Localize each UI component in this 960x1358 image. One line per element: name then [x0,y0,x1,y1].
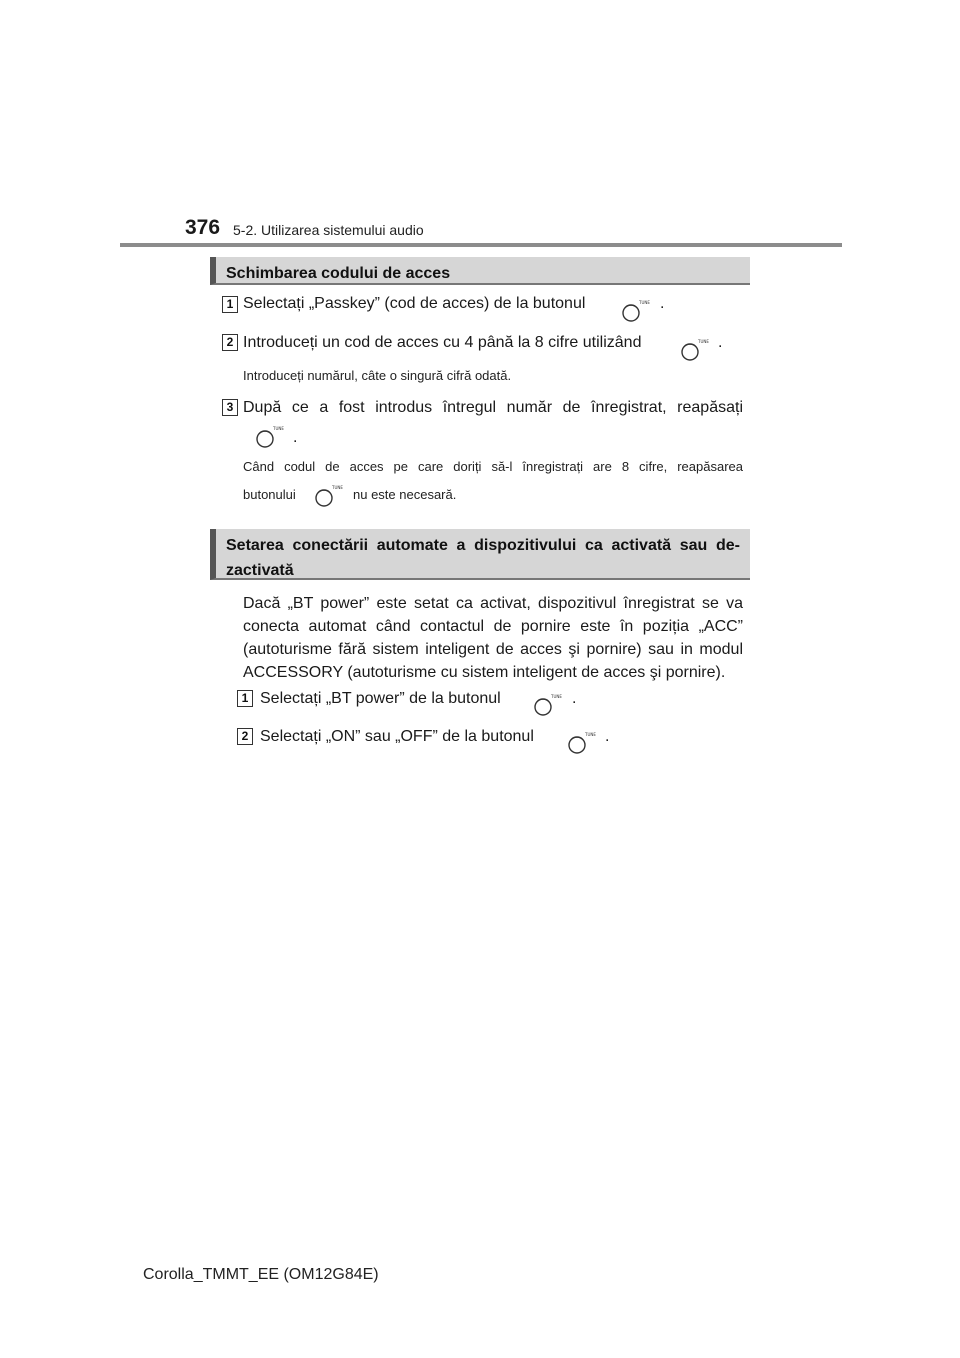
paragraph-line: conecta automat când contactul de pornire este în poziția „ACC” [243,618,743,635]
tune-select-knob-icon [620,299,650,323]
step-note: nu este necesară. [353,487,457,502]
paragraph-line: (autoturisme fără sistem inteligent de acces şi pornire) sau in modul [243,641,743,658]
step-badge: 3 [222,399,238,416]
step-text-end: . [718,334,723,351]
section-title-text: Setarea conectării automate a dispozitivului ca activată sau de- [226,537,740,554]
step-note: Introduceți numărul, câte o singură cifră odată. [243,368,512,383]
footer-model-code: Corolla_TMMT_EE (OM12G84E) [143,1266,379,1283]
step-text: Introduceți un cod de acces cu 4 până la 8 cifre utilizând [243,334,642,351]
section-title-auto-connect [210,529,750,580]
step-badge: 1 [222,296,238,313]
svg-text:TUNE: TUNE [585,732,596,737]
step-text: După ce a fost introdus întregul număr de înregistrat, reapăsați [243,399,743,416]
tune-select-knob-icon [532,693,562,717]
step-badge: 2 [237,728,253,745]
paragraph-line: Dacă „BT power” este setat ca activat, dispozitivul înregistrat se va [243,595,743,612]
page-number: 376 [185,216,221,239]
step-text-end: . [293,429,298,446]
step-note: butonului [243,487,296,502]
description-paragraph [243,592,743,684]
step-text: Selectați „BT power” de la butonul [260,690,501,707]
step-text: Selectați „ON” sau „OFF” de la butonul [260,728,534,745]
svg-text:TUNE: TUNE [551,694,562,699]
svg-text:TUNE: TUNE [698,339,709,344]
svg-text:TUNE: TUNE [332,485,343,490]
svg-text:TUNE: TUNE [639,300,650,305]
step-text-end: . [660,295,665,312]
step-badge: 1 [237,690,253,707]
tune-select-knob-icon [566,731,596,755]
step-text-end: . [605,728,610,745]
tune-select-knob-icon [313,484,343,508]
step-badge: 2 [222,334,238,351]
header-divider [120,243,842,247]
section-title-change-passkey [210,257,750,285]
section-title-text: Schimbarea codului de acces [226,265,451,282]
tune-select-knob-icon [679,338,709,362]
svg-text:TUNE: TUNE [273,426,284,431]
step-text: Selectați „Passkey” (cod de acces) de la butonul [243,295,586,312]
paragraph-line: ACCESSORY (autoturisme cu sistem inteligent de acces şi pornire). [243,664,726,681]
section-reference: 5-2. Utilizarea sistemului audio [233,222,424,238]
step-note: Când codul de acces pe care doriți să-l înregistrați are 8 cifre, reapăsarea [243,459,743,474]
tune-select-knob-icon [254,425,284,449]
section-title-text: zactivată [226,562,294,579]
step-text-end: . [572,690,577,707]
